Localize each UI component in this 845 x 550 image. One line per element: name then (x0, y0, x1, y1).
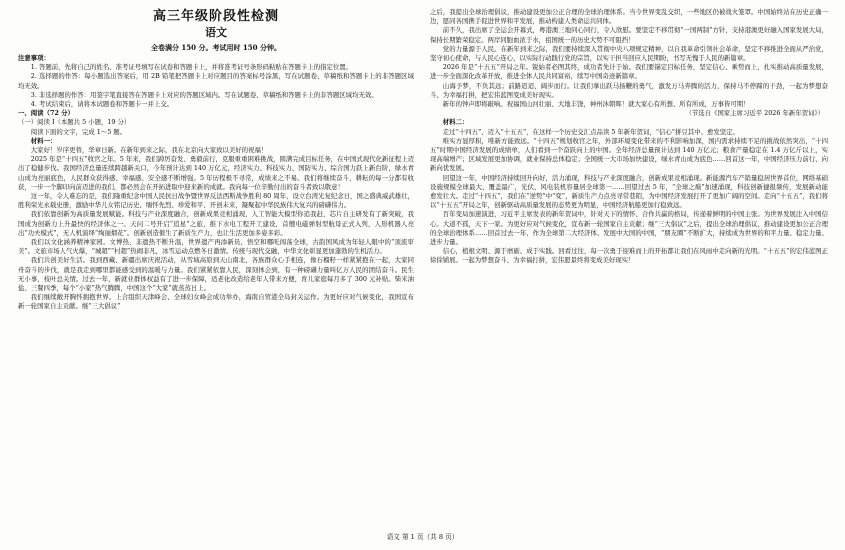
reading-instruction: 阅读下面的文字，完成 1～5 题。 (30, 127, 127, 136)
passage-paragraph: 信心，植根文明、源于磨砺、成于实践。回看过往，每一次勇于迎难而上的开拓都让我们在风雨中走向新的光明。“十五五”的宏伟蓝图正徐徐铺展。一起为梦想奋斗、为幸福打拼，宏伟愿景终将变成美好现实！ (430, 247, 828, 265)
passage-paragraph: 唯实方显厚积，唯新方能致远。“十四五”规划收官之年，外部环境变化带来的不利影响加深，国内需求持续不足的挑战依然突出，“十四五”时期中国经济发展的成绩单，人们看到一个奋跃向上的中国。全年经济总量预计达到 140 万亿元；粮食产量稳定在 1.4 万亿斤以上，实现高端增产；区域发展更加协调，就业保持总体稳定；全国统一大市场加快建设，绿水青山成为底色……回首这一年，中国经济压力前行、向新向优发展。 (430, 136, 828, 173)
passage-paragraph: 走过“十四五”、迈入“十五五”，在这样一个历史交汇点品读 5 年新年贺词，“信心”拼豆其中、愈发坚定。 (442, 127, 739, 136)
passage-paragraph: 山海予梦，不负其远；前路迢迢，阔步而行。让我们拿出跃马扬鞭的勇气，激发万马奔腾的活力，保持马不停蹄的干劲，一起为梦想奋斗、为幸福打拼，把宏伟蓝图变成美好现实。 (430, 81, 828, 99)
passage-paragraph: 我们以文化涵养精神家园。文博热、非遗热不断升温，世界遗产再添新员，悟空和哪吒闯荡全球，古韵国风成为年轻人眼中的“顶流审美”。文旅市场人气火爆，“城超”“村超”热闹非凡，冰雪运动点燃冬日激情。传统与现代交融，中华文化彰显更加蓬勃的生机活力。 (18, 238, 414, 256)
score-line: 全卷满分 150 分。考试用时 150 分钟。 (151, 43, 281, 52)
passage-paragraph: 2026 年是“十五五”开局之年。锐始者必图其终，成功者先计于始。我们要锚定目标任务，坚定信心、乘势而上，扎实推动高质量发展，进一步全面深化改革开放，推进全体人民共同富裕，续写中国奇迹新篇章。 (430, 63, 828, 81)
passage-paragraph: 新年的钟声即将敲响。祝福国山河壮丽、大地丰饶，神州沐朝晖！就大家心有所想、所有所成，万事皆可期！ (442, 100, 750, 109)
note-item: 3. 非选择题的作答：用签字笔直接答在答题卡上对应的答题区域内。写在试题卷、草稿纸和答题卡上的非答题区域均无效。 (30, 90, 378, 99)
passage-paragraph: 2025 年是“十四五”收官之年。5 年来，我们踔厉奋发、勇毅前行，克服重重困难挑战，圆满完成目标任务，在中国式现代化新征程上迈出了稳健步伐。我国经济总量连续跨越新关口，今年预计达到 140 万亿元，经济实力、科技实力、国防实力、综合国力跃上新台阶，绿水青山成为亮丽底色，人民群众获得感、幸福感、安全感不断增强。5 年历程极不寻常，成绩来之不易。我们将继续奋斗，耕耘的每一分都有收获，一步一个脚印向前迈进的我们，都必然会在开拓进取中迎来新的成就。我向每一位辛勤付出的奋斗者致以敬意！ (18, 155, 414, 191)
left-column (18, 8, 414, 542)
note-item: 4. 考试结束后，请将本试题卷和答题卡一并上交。 (30, 100, 174, 109)
passage-paragraph: 大家好！岁序更替，华章日新。在新年到来之际，我在北京向大家致以美好的祝福！ (30, 146, 268, 155)
passage-paragraph: 之后，我提出全球治理倡议，推动建设更加公正合理的全球治理体系。当今世界变乱交织，一些地区仍被战火笼罩。中国始终站在历史正确一边，愿同各国携手促进世界和平发展，推动构建人类命运共同体。 (430, 8, 828, 26)
passage-paragraph: 前不久，我出席了全运会开幕式，粤港澳三地同心同行，令人欣慰。要坚定不移贯彻“一国两制”方针，支持港澳更好融入国家发展大局，保持长期繁荣稳定。两岸同胞血浓于水，祖国统一的历史大势不可阻挡！ (430, 26, 828, 44)
passage-paragraph: 这一年，令人难忘的是，我们隆重纪念中国人民抗日战争暨世界反法西斯战争胜利 80 周年，设立台湾光复纪念日，国之盛典威武雄壮，胜利荣光永载史册，激励中华儿女铭记历史、缅怀先烈、珍爱和平、开创未来，凝聚起中华民族伟大复兴的磅礴伟力。 (18, 192, 414, 210)
passage-paragraph: 我们继续敞开胸怀拥抱世界。上合组织天津峰会、全球妇女峰会成功举办，海南自贸港全岛封关运作。为更好应对气候变化，我国宣布新一轮国家自主贡献。继“三大倡议” (18, 293, 414, 311)
subsection-heading: （一）阅读 I（本题共 5 小题，19 分） (18, 118, 131, 127)
right-column (430, 8, 828, 542)
passage-paragraph: 百年变局加速演进，习近平主席发表的新年贺词中，针对天下的情怀、合作共赢的格局，传递着鲜明的中国主张。为世界发展注入中国信心。大道不孤，天下一家。为更好应对气候变化，宣布新一轮国家自主贡献；继“三大倡议”之后，提出全球治理倡议，推动建设更加公正合理的全球治理体系……回首过去一年，作为全球第二大经济体、发展中大国的中国，“朋友圈”不断扩大，持续成为世界的和平力量、稳定力量、进步力量。 (430, 210, 828, 247)
exam-title: 高三年级阶段性检测 (152, 9, 279, 24)
page-footer (0, 533, 845, 542)
note-item: 2. 选择题的作答：每小题选出答案后，用 2B 铅笔把答题卡上对应题目的答案标号涂黑，写在试题卷、草稿纸和答题卡上的非答题区域均无效。 (18, 72, 414, 90)
passage-paragraph: 回望这一年，中国经济持续回升向好，活力涌现，科技与产业深度融合，创新成果竞相涌现。新能源汽车产销量稳居世界首位，网络基础设施规模全球最大、覆盖最广，光伏、风电装机容量居全球第一……回望过去 5 年，“全球之巅”加速涌现，科技创新捷报频传，发展新动能愈发壮大。走过“十四五”，我们在“逆势”中“变”，新质生产力点亮寻常巷陌，为中国经济发展打开了更加广阔的空间。走向“十五五”，我们将以“十五五”开局之年，创新驱动高质量发展的态势更为明显，中国经济航船更加行稳致远。 (430, 173, 828, 210)
material-2-label: 材料二： (442, 118, 469, 127)
page-number: 语文 第 1 页（共 8 页） (386, 532, 459, 541)
passage-paragraph: 党的力量源于人民。在新年到来之际，我们要持续深入贯彻中央八项规定精神，以自我革命引领社会革命，坚定不移推进全面从严治党，坚守初心使命，与人民心连心，以实际行动践行党的宗旨，以实干担当回应人民期盼，书写无愧于人民的新篇章。 (430, 44, 828, 63)
source-note: （节选自《国家主席习近平 2026 年新年贺词》） (685, 109, 824, 118)
section-heading: 一、阅读（72 分） (18, 109, 74, 118)
notes-heading: 注意事项： (18, 54, 50, 62)
note-item: 1. 答题前，先将自己的姓名、准考证号填写在试卷和答题卡上，并将准考证号条形码粘贴在答题卡上的指定位置。 (30, 63, 353, 72)
subject-title: 语文 (205, 26, 227, 39)
material-1-label: 材料一： (30, 136, 57, 145)
passage-paragraph: 我们共创美好生活。我到西藏、新疆出席庆祝活动，从雪域高原到天山南北，各族群众心手相连，像石榴籽一样紧紧抱在一起，大家同舟奋斗的步伐，就是我走到哪里都能感受到的温暖与力量。我们紧紧依靠人民，深刻体会到，有一种磅礴力量叫亿万人民的团结奋斗。民生无小事，枝叶总关情。过去一年，新就业群体权益有了进一步保障，适老化改造给老年人带来方便，育儿家庭每月多了 300 元补贴。柴米油盐、三餐四季，每个“小家”热气腾腾，中国这个“大家”就蒸蒸日上。 (18, 256, 414, 293)
passage-paragraph: 我们依靠创新为高质量发展赋能。科技与产业深度融合，创新成果竞相涌现，人工智能大模型你追我赶，芯片自主研发有了新突破，我国成为创新力上升最快的经济体之一。天问二号开启“追星”之旅，推下水电工程开工建设，首艘电磁弹射型航母正式入列，人形机器人亮出“功夫模式”，无人机演绎“绚丽烟花”。创新创造催生了新质生产力，也让生活更加多姿多彩。 (18, 210, 414, 237)
